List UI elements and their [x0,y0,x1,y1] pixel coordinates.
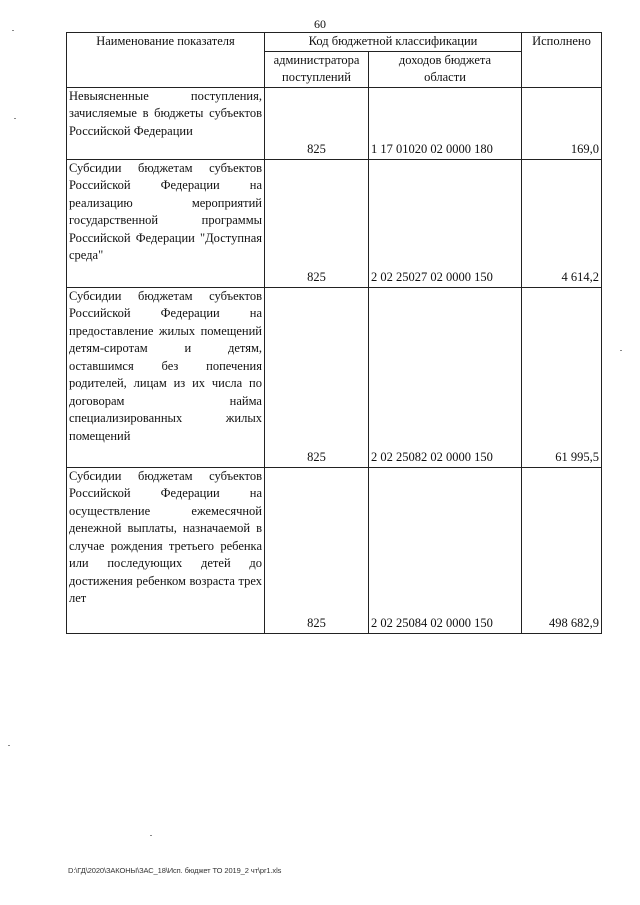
row-administrator: 825 [265,467,369,633]
header-row-1 [67,33,602,52]
row-code: 1 17 01020 02 0000 180 [369,87,522,159]
header-name: Наименование показателя [67,33,265,88]
row-code: 2 02 25027 02 0000 150 [369,159,522,287]
page-number: 60 [314,17,326,31]
table-row [67,287,602,467]
budget-table [66,32,602,634]
row-name: Субсидии бюджетам субъектов Российской Федерации на предоставление жилых помещений детям-сиротам и детям, оставшимся без попечения родителей, лицам из их числа по договорам найма специализированных жилых помещений [67,287,265,467]
table-row [67,159,602,287]
table-row [67,87,602,159]
row-amount: 498 682,9 [522,467,602,633]
header-budget-code: Код бюджетной классификации [265,33,522,52]
row-code: 2 02 25082 02 0000 150 [369,287,522,467]
header-revenue: доходов бюджета области [369,51,522,87]
row-name: Субсидии бюджетам субъектов Российской Федерации на осуществление ежемесячной денежной выплаты, назначаемой в случае рождения третьего ребенка или последующих детей до достижения ребенком возраста трех лет [67,467,265,633]
footer-file-path: D:\ГД\2020\ЗАКОНЫ\ЗАС_18\Исп. бюджет ТО 2019_2 чт\pr1.xls [68,866,282,875]
row-name: Невыясненные поступления, зачисляемые в бюджеты субъектов Российской Федерации [67,87,265,159]
row-administrator: 825 [265,287,369,467]
row-amount: 169,0 [522,87,602,159]
table-row [67,467,602,633]
row-administrator: 825 [265,159,369,287]
scan-speck [150,835,152,836]
scan-speck [620,350,622,351]
scan-speck [14,118,16,119]
scan-speck [12,30,14,31]
header-administrator: администратора поступлений [265,51,369,87]
row-amount: 4 614,2 [522,159,602,287]
row-amount: 61 995,5 [522,287,602,467]
row-code: 2 02 25084 02 0000 150 [369,467,522,633]
row-administrator: 825 [265,87,369,159]
header-executed: Исполнено [522,33,602,88]
scan-speck [8,745,10,746]
row-name: Субсидии бюджетам субъектов Российской Федерации на реализацию мероприятий государственной программы Российской Федерации "Доступная среда" [67,159,265,287]
